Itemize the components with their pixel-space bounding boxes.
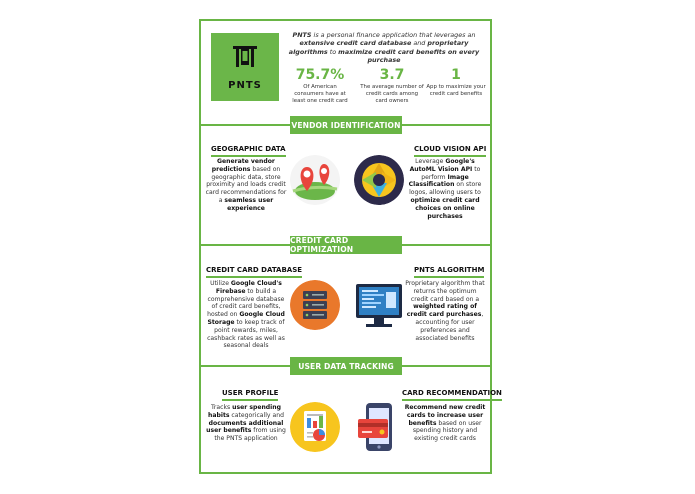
user-profile-text: Tracks user spending habits categorically and documents additional user benefits from using the PNTS application xyxy=(206,404,286,443)
intro-text: PNTS is a personal finance application that leverages an extensive credit card database and proprietary algorithms to maximize credit card benefits on every purchase xyxy=(288,31,480,65)
credit-card-database-text: Utilize Google Cloud's Firebase to build a comprehensive database of credit card benefits, hosted on Google Cloud Storage to keep track of point rewards, miles, cashback rates as well as seasonal deals xyxy=(207,280,285,350)
section-banner-optimization: CREDIT CARD OPTIMIZATION xyxy=(290,236,402,254)
stat-value: 3.7 xyxy=(379,67,405,83)
stat-value: 75.7% xyxy=(295,67,345,83)
pnts-logo xyxy=(211,33,279,101)
stat-value: 1 xyxy=(451,67,461,83)
section-banner-vendor: VENDOR IDENTIFICATION xyxy=(290,116,402,134)
server-database-icon xyxy=(290,280,340,330)
section-heading: CARD RECOMMENDATION xyxy=(402,389,502,401)
section-heading: USER PROFILE xyxy=(222,389,278,401)
stat-desc: Of American consumers have at least one credit card xyxy=(292,84,348,104)
stat-desc: App to maximize your credit card benefits xyxy=(426,84,486,97)
phone-card-icon xyxy=(354,402,404,452)
report-chart-icon xyxy=(290,402,340,452)
section-heading: GEOGRAPHIC DATA xyxy=(211,145,286,157)
monitor-code-icon xyxy=(354,280,404,330)
geographic-data-text: Generate vendor predictions based on geographic data, store proximity and loads credit card recommendations for a seamless user experience xyxy=(205,158,287,212)
card-recommendation-text: Recommend new credit cards to increase user benefits based on user spending history and existing credit cards xyxy=(404,404,486,443)
logo-text: PNTS xyxy=(228,80,262,91)
map-pins-icon xyxy=(290,155,340,205)
camera-aperture-icon xyxy=(354,155,404,205)
section-heading: CREDIT CARD DATABASE xyxy=(206,266,302,278)
cloud-vision-text: Leverage Google's AutoML Vision API to perform Image Classification on store logos, allowing users to optimize credit card choices on online purchases xyxy=(408,158,482,220)
pnts-algorithm-text: Proprietary algorithm that returns the optimum credit card based on a weighted rating of credit card purchases, accounting for user preferences and associated benefits xyxy=(405,280,485,342)
stat-desc: The average number of credit cards among card owners xyxy=(360,84,424,104)
section-banner-tracking: USER DATA TRACKING xyxy=(290,357,402,375)
section-heading: PNTS ALGORITHM xyxy=(414,266,484,278)
section-heading: CLOUD VISION API xyxy=(414,145,486,157)
